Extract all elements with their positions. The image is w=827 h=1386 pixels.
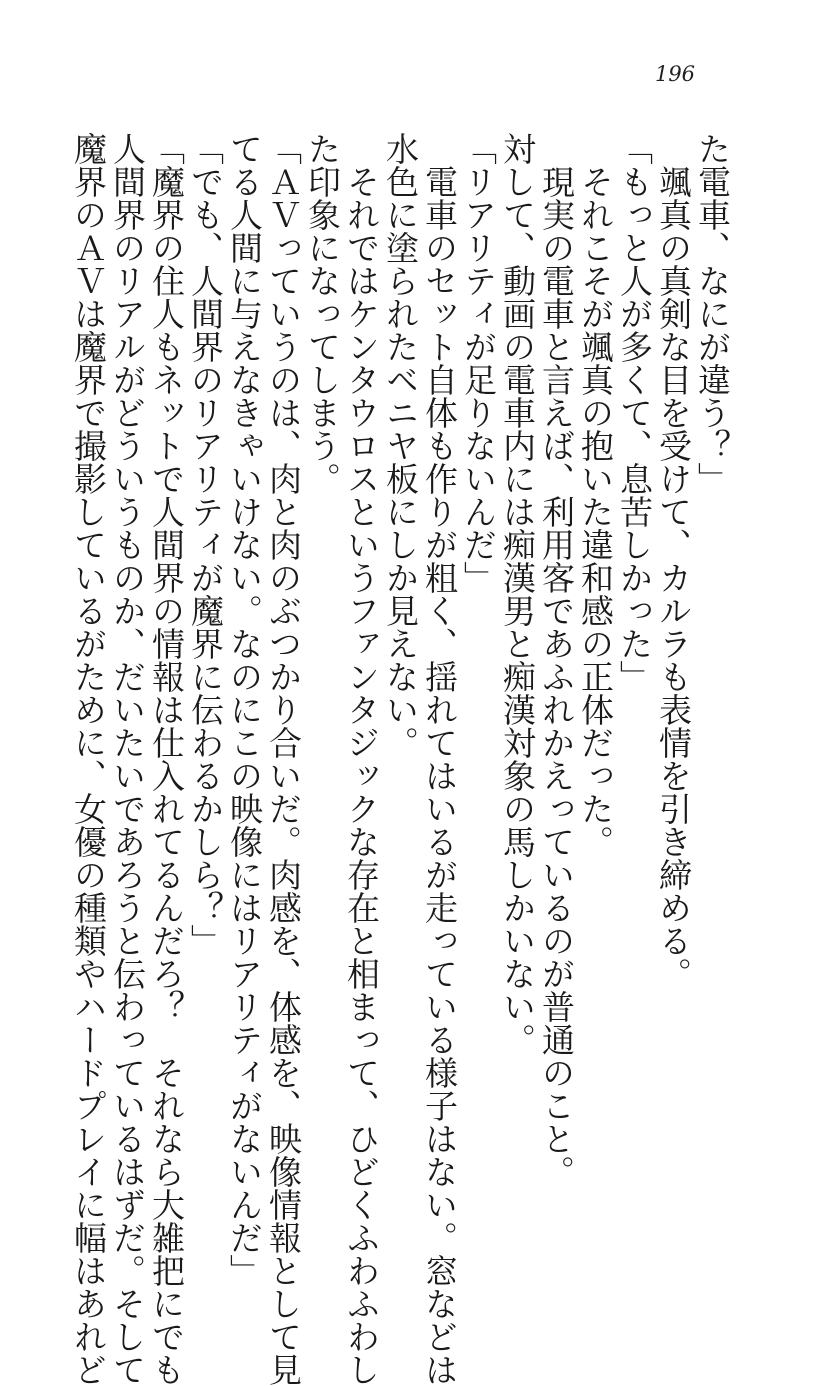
text-line-9: 水色に塗られたベニヤ板にしか見えない。 <box>381 132 420 759</box>
text-line-10: それではケンタウロスというファンタジックな存在と相まって、ひどくふわふわし <box>342 165 381 1386</box>
text-line-17: 魔界のＡＶは魔界で撮影しているがために、女優の種類やハードプレイに幅はあれど <box>69 132 108 1386</box>
text-line-7: 「リアリティが足りないんだ」 <box>459 132 498 594</box>
vertical-text-block <box>69 132 732 1386</box>
text-line-11: た印象になってしまう。 <box>303 132 342 495</box>
text-line-3: 「もっと人が多くて、息苦しかった」 <box>615 132 654 693</box>
text-line-1: た電車、なにが違う？」 <box>693 132 732 495</box>
text-line-5: 現実の電車と言えば、利用客であふれかえっているのが普通のこと。 <box>537 165 576 1188</box>
page-number: 196 <box>654 62 696 86</box>
text-line-12: 「ＡＶっていうのは、肉と肉のぶつかり合いだ。肉感を、体感を、映像情報として見 <box>264 132 303 1386</box>
text-line-8: 電車のセット自体も作りが粗く、揺れてはいるが走っている様子はない。窓などは <box>420 165 459 1386</box>
text-line-4: それこそが颯真の抱いた違和感の正体だった。 <box>576 165 615 858</box>
text-line-14: 「でも、人間界のリアリティが魔界に伝わるかしら？」 <box>186 132 225 957</box>
text-line-2: 颯真の真剣な目を受けて、カルラも表情を引き締める。 <box>654 165 693 990</box>
text-line-15: 「魔界の住人もネットで人間界の情報は仕入れてるんだろ？ それなら大雑把にでも <box>147 132 186 1386</box>
text-line-16: 人間界のリアルがどういうものか、だいたいであろうと伝わっているはずだ。そして <box>108 132 147 1386</box>
text-line-6: 対して、動画の電車内には痴漢男と痴漢対象の馬しかいない。 <box>498 132 537 1056</box>
text-line-13: てる人間に与えなきゃいけない。なのにこの映像にはリアリティがないんだ」 <box>225 132 264 1287</box>
